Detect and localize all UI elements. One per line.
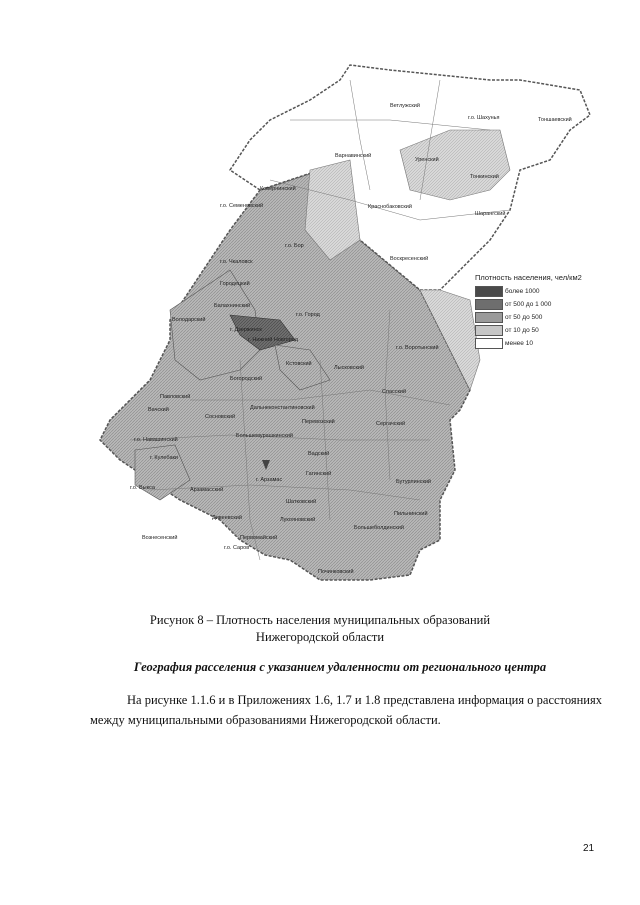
district-label: Сосновский [205,414,236,420]
district-label: г. Арзамас [256,477,283,483]
legend-item [475,324,539,336]
district-label: Бутурлинский [396,479,431,485]
legend-swatch [475,325,503,336]
legend-swatch [475,312,503,323]
district-label: Вачский [148,407,169,413]
district-label: Тонкинский [470,174,499,180]
district-label: Балахнинский [214,303,251,309]
district-label: Вадский [308,451,330,457]
legend-label: от 500 до 1 000 [505,300,552,308]
district-label: Ковернинский [260,186,296,192]
district-label: Воскресенский [390,256,429,262]
district-label: Большемурашкинский [236,433,293,439]
district-label: г. Кулебаки [150,455,178,461]
district-label: Большеболдинский [354,525,404,531]
district-label: Городецкий [220,281,250,287]
legend-label: менее 10 [505,339,533,347]
district-label: Первомайский [240,535,278,541]
district-label: Варнавинский [335,153,372,159]
legend-item [475,285,539,297]
body-paragraph: На рисунке 1.1.6 и в Приложениях 1.6, 1.7 и 1.8 представлена информация о расстояниях между муниципальными образованиями Нижегородской области. [90,693,602,727]
district-label: г.о. Воротынский [396,345,439,351]
district-label: г.о. Саров [224,545,250,551]
legend-item [475,311,542,323]
district-label: г.о. Город [296,312,320,318]
district-label: Перевозский [302,419,335,425]
district-label: Дальнеконстантиновский [250,405,315,411]
district-label: Сергачский [376,421,406,427]
page-number: 21 [583,843,595,854]
district-label: Краснобаковский [368,204,412,210]
district-label: Павловский [160,394,191,400]
district-label: Ветлужский [390,103,420,109]
legend-item [475,337,533,349]
district-label: Лысковский [334,365,365,371]
legend-label: более 1000 [505,287,540,295]
district-label: г. Дзержинск [230,327,262,333]
district-label: Арзамасский [190,487,224,493]
legend-label: от 50 до 500 [505,313,543,321]
legend-label: от 10 до 50 [505,326,539,334]
district-label: г. Нижний Новгород [248,337,298,343]
section-heading: География расселения с указанием удаленности от регионального центра [133,660,547,674]
legend-swatch [475,299,503,310]
district-label: Починковский [318,569,354,575]
district-label: Гагинский [306,471,332,477]
district-label: Шарангский [475,211,506,217]
legend-item [475,298,551,310]
district-label: г.о. Шахунья [468,115,500,121]
district-label: Вознесенский [142,535,178,541]
district-label: г.о. Навашинский [134,437,178,443]
district-label: Уренский [415,157,439,163]
district-label: Пильнинский [394,511,428,517]
figure-caption-line1: Рисунок 8 – Плотность населения муниципальных образований [149,613,491,627]
district-label: г.о. Бор [285,243,304,249]
legend-swatch [475,338,503,349]
district-label: Дивеевский [212,515,242,521]
district-label: Шатковский [286,499,317,505]
district-label: Кстовский [286,361,312,367]
district-label: Володарский [172,317,206,323]
district-label: г.о. Выкса [130,485,155,491]
district-label: Тоншаевский [538,117,572,123]
district-label: Лукояновский [280,517,316,523]
legend-swatch [475,286,503,297]
district-label: г.о. Семеновский [220,203,264,209]
district-label: Богородский [230,376,263,382]
legend-title: Плотность населения, чел/км2 [475,273,582,282]
district-label: г.о. Чкаловск [220,259,253,265]
figure-caption-line2: Нижегородской области [255,630,385,644]
district-label: Спасский [382,389,407,395]
